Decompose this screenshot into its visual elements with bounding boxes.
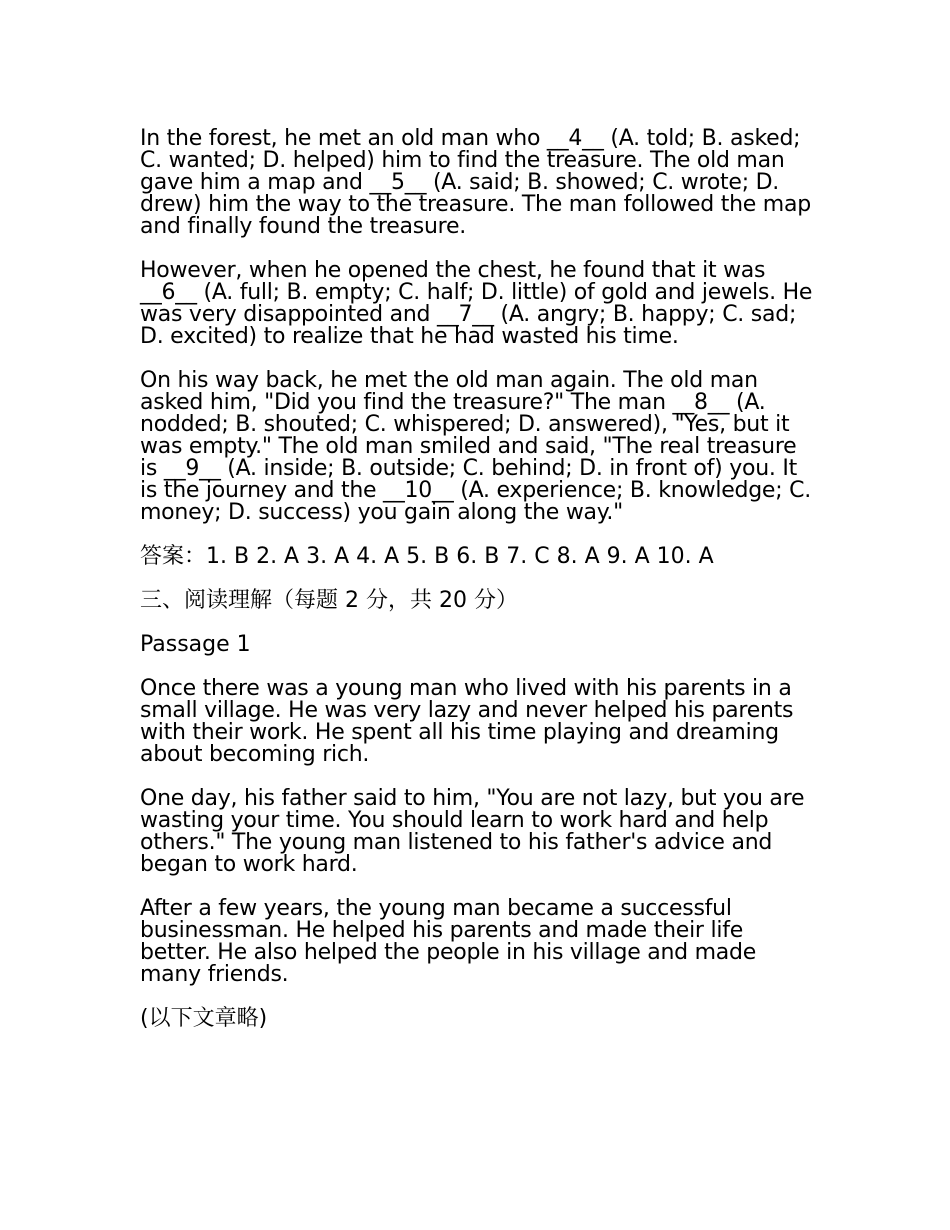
section-heading: 三、阅读理解（每题 2 分，共 20 分） — [140, 588, 518, 613]
story-paragraph: On his way back, he met the old man again. The old man asked him, "Did you find the treasure?" The man __8__ (A. nodded; B. shouted; C. whispered; D. answered), "Yes, but it was empty." The old man smiled and said, "The real treasure is __9__ (A. inside; B. outside; C. behind; D. in front of) you. It is the journey and the __10__ (A. experience; B. knowledge; C. money; D. success) you gain along the way." — [140, 368, 811, 525]
omitted-note: (以下文章略) — [140, 1006, 268, 1031]
passage-paragraph: One day, his father said to him, "You are not lazy, but you are wasting your time. You should learn to work hard and help others." The young man listened to his father's advice and began to work hard. — [140, 786, 805, 877]
answer-key: 答案：1. B 2. A 3. A 4. A 5. B 6. B 7. C 8. A 9. A 10. A — [140, 544, 714, 569]
passage-title: Passage 1 — [140, 632, 251, 657]
passage-paragraph: After a few years, the young man became a successful businessman. He helped his parents and made their life better. He also helped the people in his village and made many friends. — [140, 896, 757, 987]
story-paragraph: In the forest, he met an old man who __4__ (A. told; B. asked; C. wanted; D. helped) him to find the treasure. The old man gave him a map and __5__ (A. said; B. showed; C. wrote; D. drew) him the way to the treasure. The man followed the map and finally found the treasure. — [140, 126, 811, 239]
document-page — [140, 128, 820, 1052]
story-paragraph: However, when he opened the chest, he found that it was __6__ (A. full; B. empty; C. half; D. little) of gold and jewels. He was very disappointed and __7__ (A. angry; B. happy; C. sad; D. excited) to realize that he had wasted his time. — [140, 258, 813, 349]
passage-paragraph: Once there was a young man who lived with his parents in a small village. He was very lazy and never helped his parents with their work. He spent all his time playing and dreaming about becoming rich. — [140, 676, 794, 767]
